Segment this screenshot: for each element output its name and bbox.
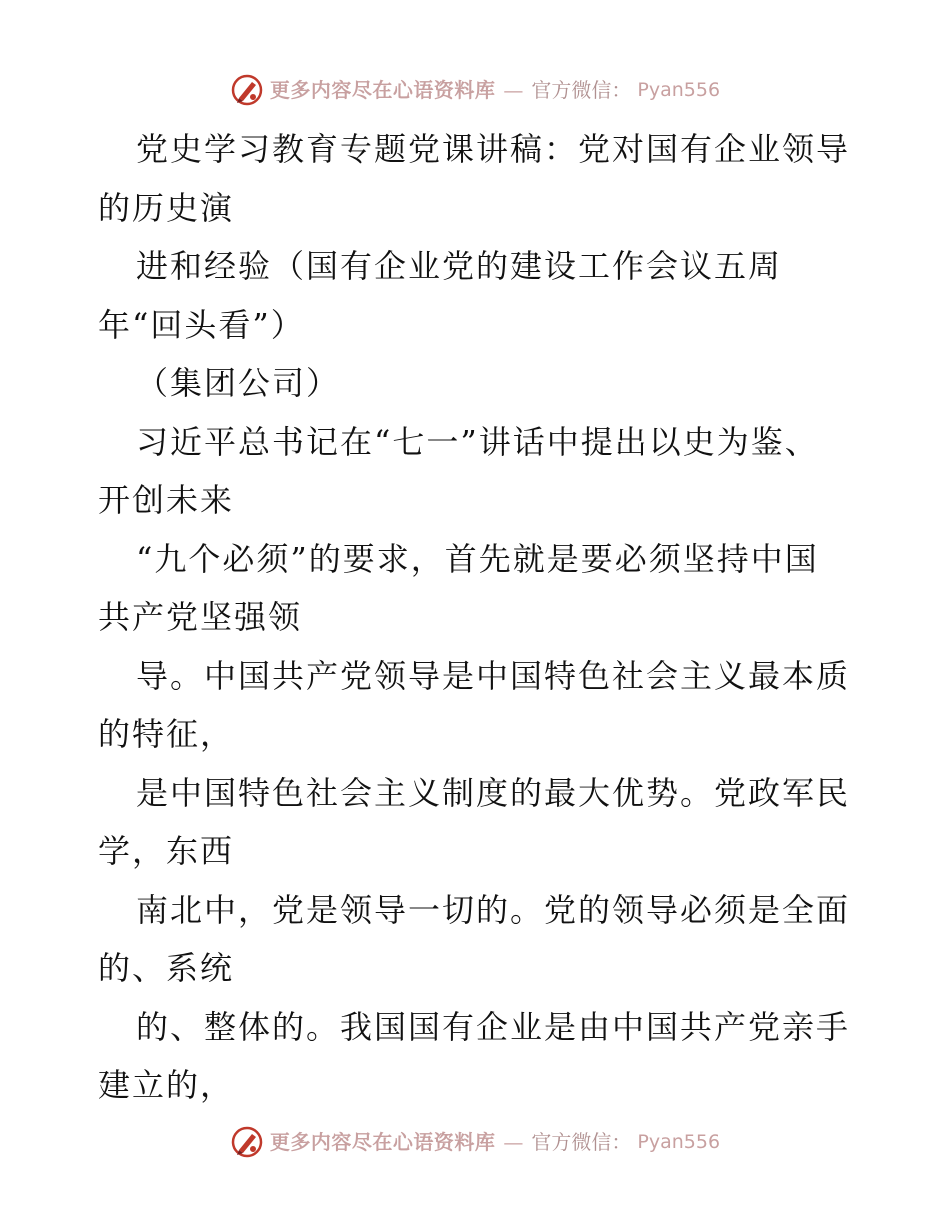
banner-main-text: 更多内容尽在心语资料库 bbox=[269, 1130, 496, 1154]
text-line: 党史学习教育专题党课讲稿：党对国有企业领导 bbox=[136, 130, 851, 168]
text-line: 习近平总书记在“七一”讲话中提出以史为鉴、 bbox=[136, 422, 819, 461]
text-line: 学，东西 bbox=[98, 832, 235, 870]
text-line: （集团公司） bbox=[136, 364, 341, 402]
text-line: 进和经验（国有企业党的建设工作会议五周 bbox=[136, 247, 783, 285]
banner-main-text: 更多内容尽在心语资料库 bbox=[269, 78, 496, 102]
banner-dash: — bbox=[503, 78, 524, 102]
text-line: 共产党坚强领 bbox=[98, 598, 303, 636]
text-line: 的、系统 bbox=[98, 949, 235, 987]
banner-wechat-account: Pyan556 bbox=[637, 79, 721, 101]
text-line: 南北中，党是领导一切的。党的领导必须是全面 bbox=[136, 890, 851, 929]
document-body bbox=[98, 120, 858, 1115]
text-line: 开创未来 bbox=[98, 481, 235, 519]
text-line: 导。中国共产党领导是中国特色社会主义最本质 bbox=[136, 656, 851, 695]
text-line: 年“回头看”） bbox=[98, 305, 305, 344]
text-line: 的历史演 bbox=[98, 188, 235, 227]
pen-logo-icon bbox=[230, 73, 264, 107]
banner-wechat-account: Pyan556 bbox=[637, 1131, 721, 1153]
text-line: 建立的， bbox=[98, 1066, 235, 1104]
footer-watermark-banner bbox=[0, 1122, 950, 1162]
text-line: 是中国特色社会主义制度的最大优势。党政军民 bbox=[136, 773, 851, 812]
text-line: 的、整体的。我国国有企业是由中国共产党亲手 bbox=[136, 1007, 851, 1046]
banner-wechat-label: 官方微信： bbox=[531, 78, 632, 102]
text-line: “九个必须”的要求，首先就是要必须坚持中国 bbox=[136, 539, 819, 578]
pen-logo-icon bbox=[230, 1125, 264, 1159]
text-line: 的特征， bbox=[98, 715, 235, 753]
banner-wechat-label: 官方微信： bbox=[531, 1130, 632, 1154]
header-watermark-banner bbox=[0, 70, 950, 110]
banner-dash: — bbox=[503, 1130, 524, 1154]
